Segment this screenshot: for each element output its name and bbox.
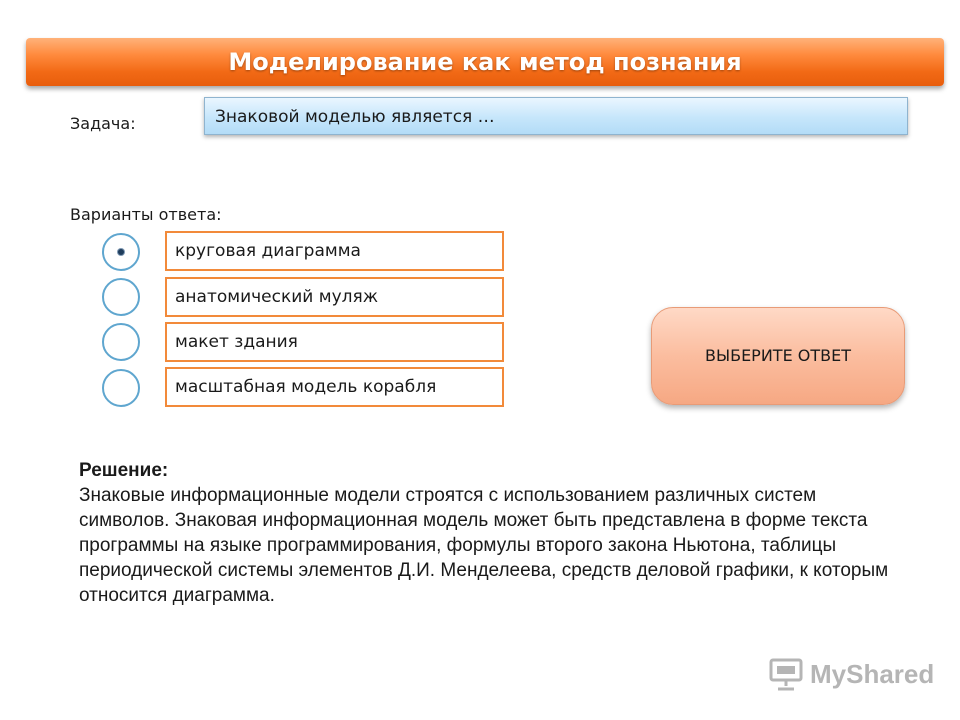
solution-heading: Решение: xyxy=(79,460,169,481)
task-question: Знаковой моделью является … xyxy=(204,97,908,135)
presentation-board-icon xyxy=(768,657,804,691)
solution-block xyxy=(79,458,909,608)
answer-radio-4[interactable] xyxy=(102,369,140,407)
answer-option-2[interactable]: анатомический муляж xyxy=(165,277,504,317)
task-label: Задача: xyxy=(70,114,136,133)
select-answer-button[interactable]: ВЫБЕРИТЕ ОТВЕТ xyxy=(651,307,905,405)
answer-option-4[interactable]: масштабная модель корабля xyxy=(165,367,504,407)
watermark-text: MyShared xyxy=(810,658,935,689)
radio-selected-dot xyxy=(118,249,124,255)
answer-option-1[interactable]: круговая диаграмма xyxy=(165,231,504,271)
solution-text: Знаковые информационные модели строятся с использованием различных систем символов. Знаковая информационная модель может быть представлена в форме текста программы на языке программирования, формулы второго закона Ньютона, таблицы периодической системы элементов Д.И. Менделеева, средств деловой графики, к которым относится диаграмма. xyxy=(79,485,889,606)
answer-radio-2[interactable] xyxy=(102,278,140,316)
watermark-logo xyxy=(768,656,934,692)
answers-label: Варианты ответа: xyxy=(70,205,222,224)
answer-radio-1[interactable] xyxy=(102,233,140,271)
answer-option-3[interactable]: макет здания xyxy=(165,322,504,362)
answer-radio-3[interactable] xyxy=(102,323,140,361)
page-title: Моделирование как метод познания xyxy=(26,38,944,86)
